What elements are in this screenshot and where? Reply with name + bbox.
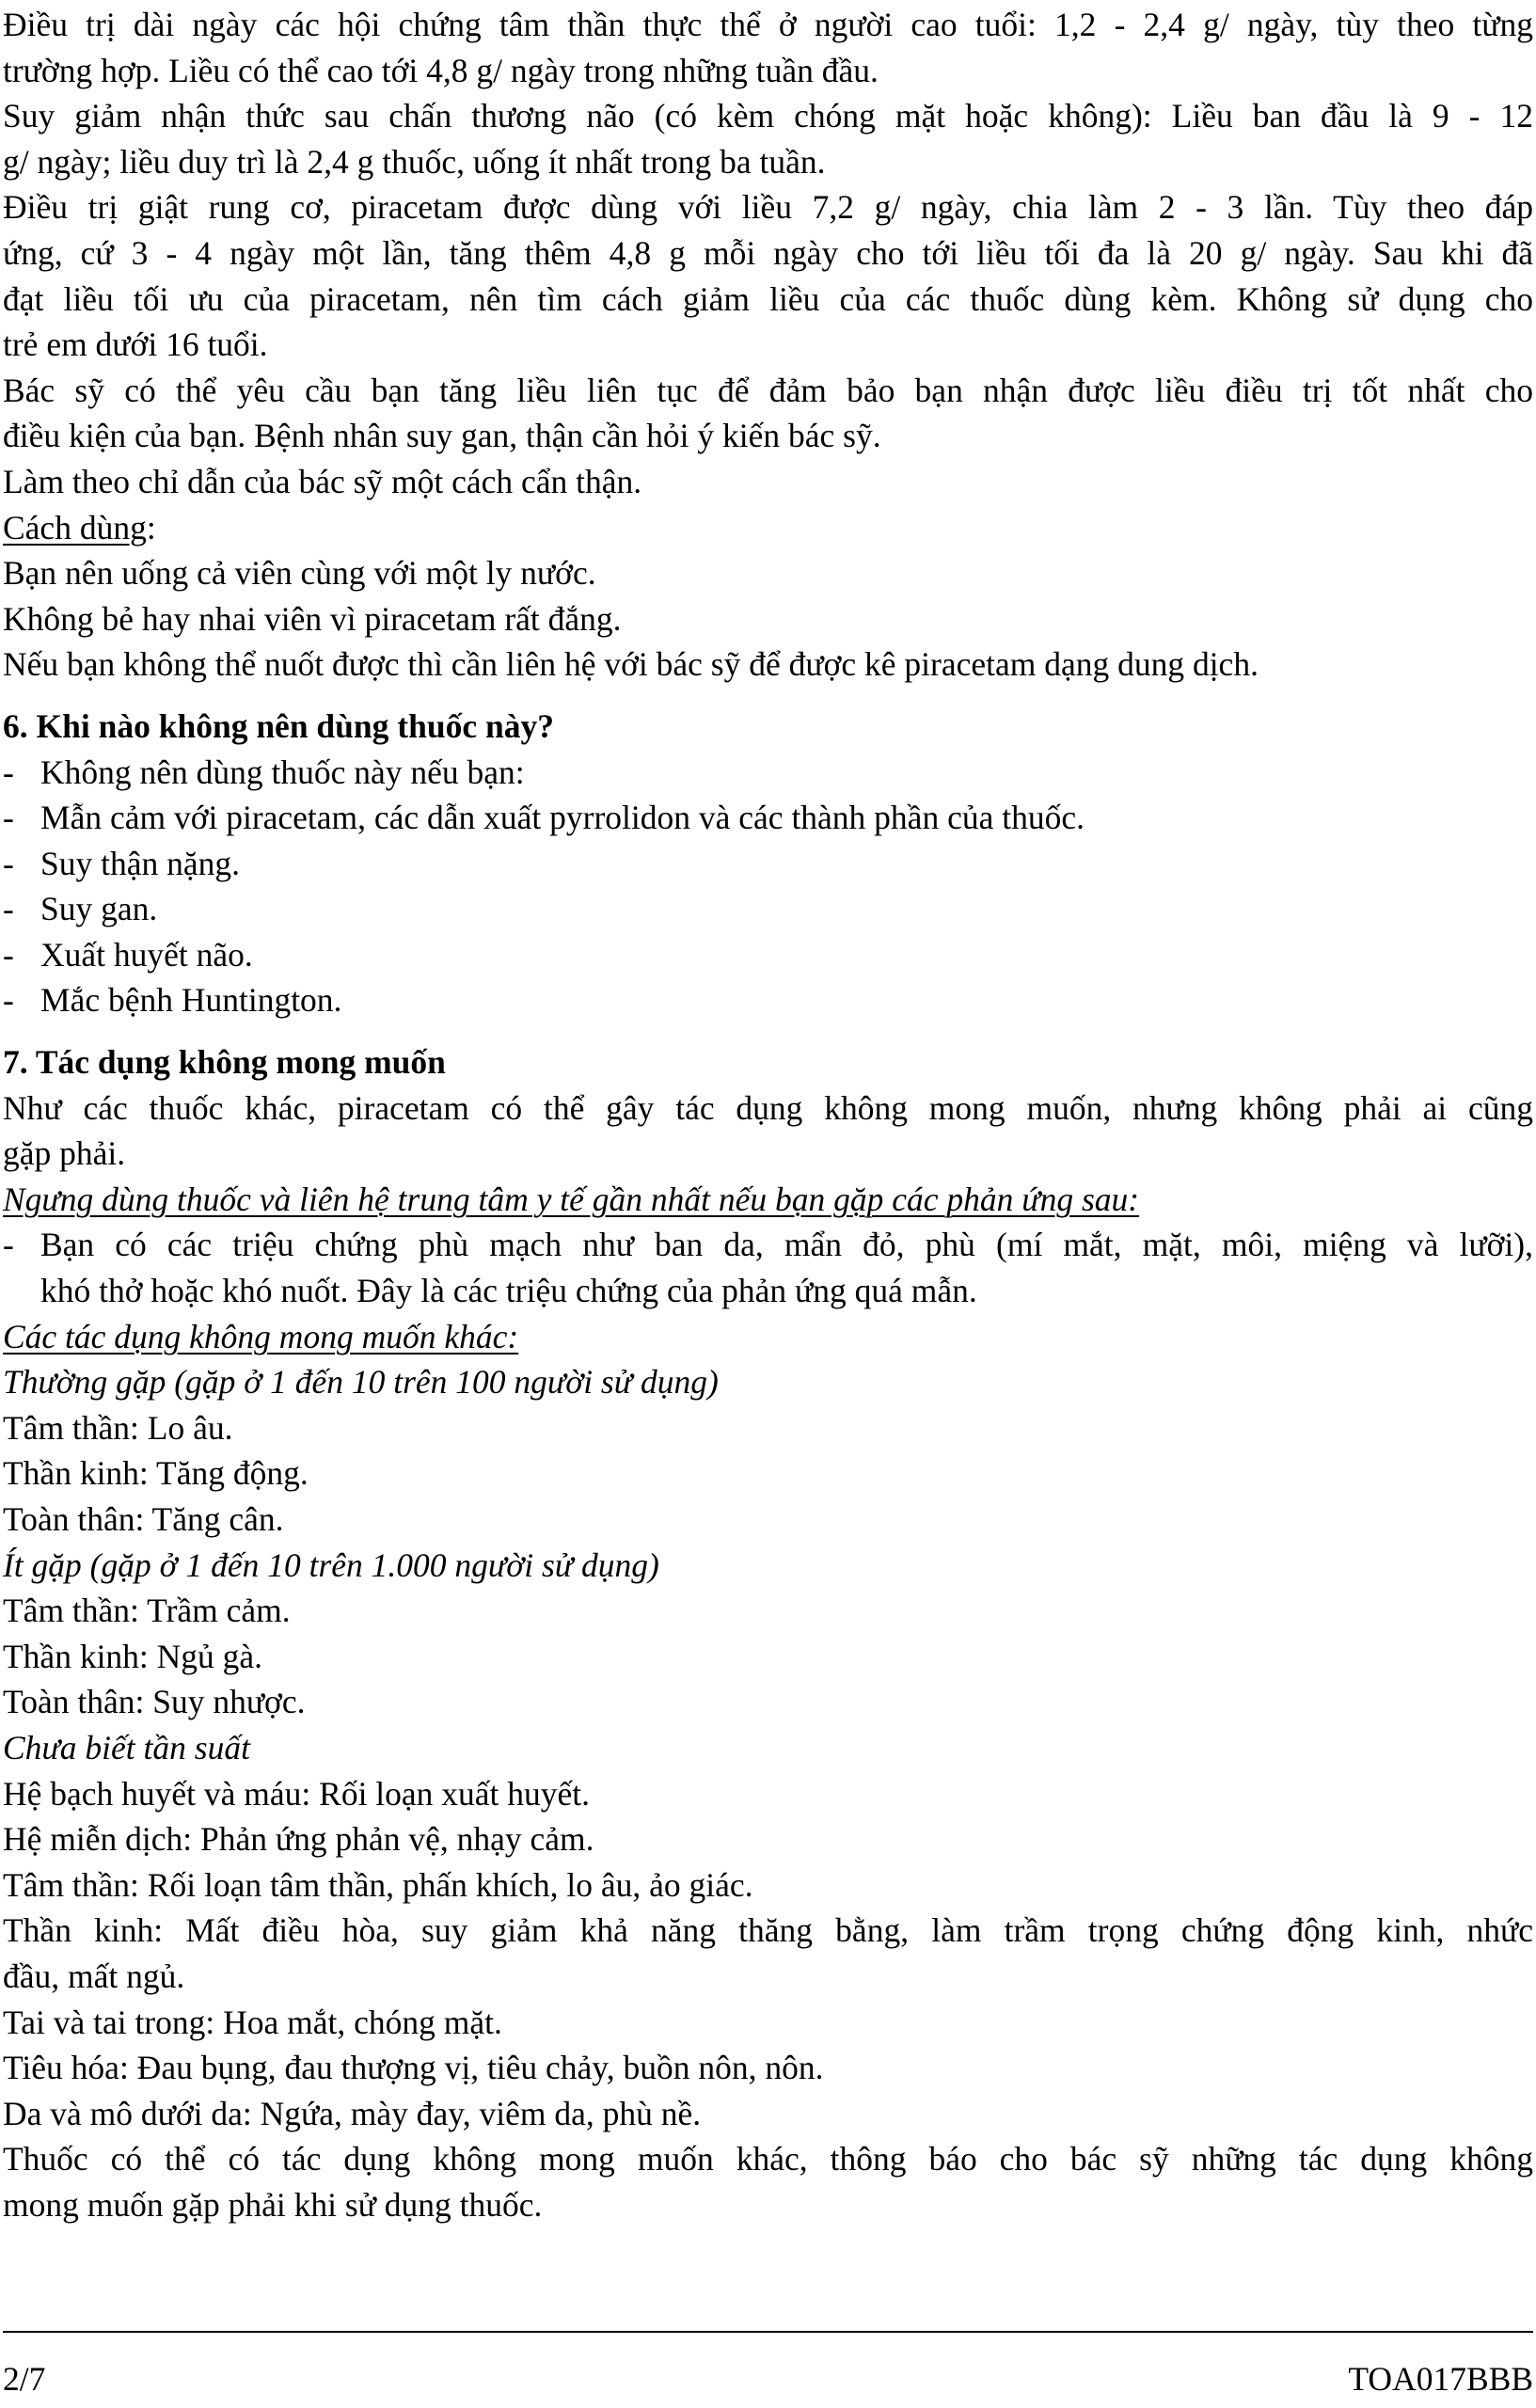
usage-heading: [3, 505, 1533, 551]
contraindication-text: Mẫn cảm với piracetam, các dẫn xuất pyrrolidon và các thành phần của thuốc.: [40, 799, 1085, 837]
contraindication-item: [3, 932, 1533, 978]
contraindication-text: Không nên dùng thuốc này nếu bạn:: [40, 752, 525, 791]
body-paragraph-line: Bác sỹ có thể yêu cầu bạn tăng liều liên tục để đảm bảo bạn nhận được liều điều trị tốt nhất cho: [3, 371, 1533, 409]
uncommon-frequency-heading: Ít gặp (gặp ở 1 đến 10 trên 1.000 người sử dụng): [3, 1545, 659, 1584]
other-effects-heading: Các tác dụng không mong muốn khác:: [3, 1317, 519, 1355]
body-paragraph-line: điều kiện của bạn. Bệnh nhân suy gan, thận cần hỏi ý kiến bác sỹ.: [3, 417, 881, 455]
effect-line: đầu, mất ngủ.: [3, 1956, 185, 1995]
section-7-title: 7. Tác dụng không mong muốn: [3, 1043, 446, 1082]
footer-divider: [3, 2331, 1533, 2333]
effect-line: Thần kinh: Mất điều hòa, suy giảm khả năng thăng bằng, làm trầm trọng chứng động kinh, nhức: [3, 1911, 1533, 1950]
bullet-dash: -: [3, 844, 14, 882]
body-paragraph-line: gặp phải.: [3, 1134, 126, 1173]
body-paragraph-line: g/ ngày; liều duy trì là 2,4 g thuốc, uống ít nhất trong ba tuần.: [3, 142, 826, 181]
body-paragraph-line: Như các thuốc khác, piracetam có thể gây tác dụng không mong muốn, nhưng không phải ai cũng: [3, 1088, 1533, 1127]
usage-line: Không bẻ hay nhai viên vì piracetam rất đắng.: [3, 599, 622, 638]
effect-line: Toàn thân: Tăng cân.: [3, 1500, 284, 1538]
body-paragraph-line: Làm theo chỉ dẫn của bác sỹ một cách cẩn thận.: [3, 462, 642, 500]
bullet-dash: -: [3, 1226, 14, 1264]
bullet-dash: -: [3, 799, 14, 837]
body-paragraph-line: mong muốn gặp phải khi sử dụng thuốc.: [3, 2185, 543, 2224]
contraindication-item: [3, 795, 1533, 841]
page-number: 2/7: [3, 2360, 46, 2398]
body-paragraph-line: trường hợp. Liều có thể cao tới 4,8 g/ ngày trong những tuần đầu.: [3, 51, 879, 89]
bullet-dash: -: [3, 935, 14, 974]
effect-line: Tai và tai trong: Hoa mắt, chóng mặt.: [3, 2003, 502, 2041]
document-body: [3, 2, 1533, 2228]
bullet-dash: -: [3, 890, 14, 928]
body-paragraph-line: trẻ em dưới 16 tuổi.: [3, 325, 268, 364]
body-paragraph-line: Thuốc có thể có tác dụng không mong muốn khác, thông báo cho bác sỹ những tác dụng không: [3, 2140, 1533, 2178]
effect-line: Toàn thân: Suy nhược.: [3, 1683, 306, 1721]
bullet-dash: -: [3, 752, 14, 791]
contraindication-text: Mắc bệnh Huntington.: [40, 981, 342, 1020]
contraindication-text: Suy gan.: [40, 890, 158, 928]
unknown-frequency-heading: Chưa biết tần suất: [3, 1728, 250, 1766]
contraindication-text: Xuất huyết não.: [40, 935, 253, 974]
usage-label: Cách dùng: [3, 508, 147, 547]
usage-line: Bạn nên uống cả viên cùng với một ly nước.: [3, 554, 596, 593]
effect-line: Tâm thần: Lo âu.: [3, 1408, 233, 1447]
body-paragraph-line: Điều trị giật rung cơ, piracetam được dùng với liều 7,2 g/ ngày, chia làm 2 - 3 lần. Tùy theo đáp: [3, 188, 1533, 227]
contraindication-item: [3, 977, 1533, 1023]
effect-line: Thần kinh: Ngủ gà.: [3, 1637, 263, 1675]
body-paragraph-line: đạt liều tối ưu của piracetam, nên tìm cách giảm liều của các thuốc dùng kèm. Không sử dụng cho: [3, 279, 1533, 318]
contraindication-text: Suy thận nặng.: [40, 844, 240, 882]
stop-use-heading: Ngưng dùng thuốc và liên hệ trung tâm y tế gần nhất nếu bạn gặp các phản ứng sau:: [3, 1180, 1140, 1218]
stop-use-item: [3, 1222, 1533, 1268]
common-frequency-heading: Thường gặp (gặp ở 1 đến 10 trên 100 người sử dụng): [3, 1363, 719, 1402]
contraindication-item: [3, 841, 1533, 887]
body-paragraph-line: Suy giảm nhận thức sau chấn thương não (có kèm chóng mặt hoặc không): Liều ban đầu là 9 - 12: [3, 97, 1533, 135]
stop-use-text: Bạn có các triệu chứng phù mạch như ban da, mẩn đỏ, phù (mí mắt, mặt, môi, miệng và lưỡi),: [40, 1226, 1533, 1264]
effect-line: Hệ miễn dịch: Phản ứng phản vệ, nhạy cảm.: [3, 1820, 594, 1859]
contraindication-item: [3, 750, 1533, 796]
page-footer: [3, 2357, 1533, 2400]
section-6-title: 6. Khi nào không nên dùng thuốc này?: [3, 706, 554, 745]
effect-line: Tiêu hóa: Đau bụng, đau thượng vị, tiêu chảy, buồn nôn, nôn.: [3, 2049, 824, 2087]
effect-line: Da và mô dưới da: Ngứa, mày đay, viêm da, phù nề.: [3, 2094, 702, 2132]
stop-use-item-continued: khó thở hoặc khó nuốt. Đây là các triệu chứng của phản ứng quá mẫn.: [40, 1272, 977, 1310]
body-paragraph-line: Điều trị dài ngày các hội chứng tâm thần thực thể ở người cao tuổi: 1,2 - 2,4 g/ ngày, tùy theo từng: [3, 6, 1533, 43]
usage-colon: :: [146, 508, 156, 547]
usage-line: Nếu bạn không thể nuốt được thì cần liên hệ với bác sỹ để được kê piracetam dạng dung dịch.: [3, 645, 1259, 684]
effect-line: Tâm thần: Rối loạn tâm thần, phấn khích, lo âu, ảo giác.: [3, 1865, 753, 1904]
contraindication-item: [3, 886, 1533, 932]
bullet-dash: -: [3, 981, 14, 1020]
body-paragraph-line: ứng, cứ 3 - 4 ngày một lần, tăng thêm 4,8 g mỗi ngày cho tới liều tối đa là 20 g/ ngày. Sau khi đã: [3, 233, 1533, 272]
document-code: TOA017BBB: [1348, 2360, 1533, 2398]
effect-line: Hệ bạch huyết và máu: Rối loạn xuất huyết.: [3, 1774, 591, 1813]
effect-line: Thần kinh: Tăng động.: [3, 1454, 309, 1493]
effect-line: Tâm thần: Trầm cảm.: [3, 1592, 291, 1630]
